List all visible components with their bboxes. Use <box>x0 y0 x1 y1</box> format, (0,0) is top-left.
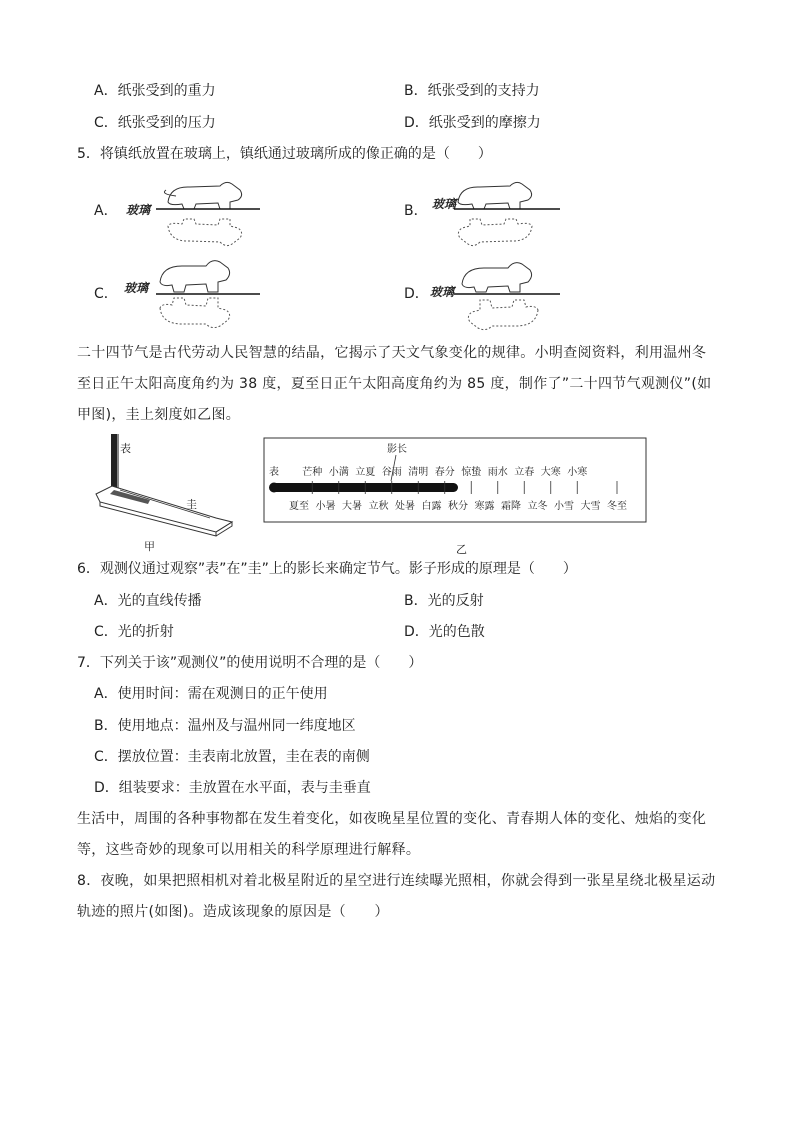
glass-label: 玻璃 <box>432 197 457 211</box>
bottom-term-label: 小暑 <box>315 501 336 512</box>
q6-option-c: C．光的折射 <box>94 624 174 640</box>
reflection-icon <box>468 300 538 330</box>
q4-option-b: B．纸张受到的支持力 <box>404 83 540 99</box>
intro-solar-terms: 二十四节气是古代劳动人民智慧的结晶，它揭示了天文气象变化的规律。小明查阅资料，利用温州冬至日正午太阳高度角约为 38 度，夏至日正午太阳高度角约为 85 度，制作了”二十四节气观测仪”(如甲图)，圭上刻度如乙图。 <box>77 345 712 423</box>
top-term-label: 小寒 <box>567 467 588 478</box>
paperweight-icon <box>160 261 230 292</box>
q7-option-d: D．组装要求：圭放置在水平面，表与圭垂直 <box>94 780 371 796</box>
reflection-icon <box>458 219 532 246</box>
top-term-label: 立夏 <box>355 467 376 478</box>
bottom-term-label: 立冬 <box>527 501 548 512</box>
bottom-term-label: 寒露 <box>474 501 495 512</box>
reflection-icon <box>168 219 242 246</box>
figure-jia-caption: 甲 <box>144 540 155 553</box>
q7-option-b: B．使用地点：温州及与温州同一纬度地区 <box>94 718 356 734</box>
reflection-icon <box>160 298 230 328</box>
q5-label-a: A． <box>94 203 118 219</box>
q5-label-d: D． <box>404 286 429 302</box>
top-term-label: 清明 <box>408 467 429 478</box>
glass-label: 玻璃 <box>126 203 151 217</box>
q8-stem: 8．夜晚，如果把照相机对着北极星附近的星空进行连续曝光照相，你就会得到一张星星绕北极星运动轨迹的照片(如图)。造成该现象的原因是（ ） <box>77 873 716 920</box>
paperweight-icon <box>462 263 532 292</box>
top-term-label: 芒种 <box>302 467 323 478</box>
top-term-label: 雨水 <box>487 467 508 478</box>
q5-label-c: C． <box>94 286 118 302</box>
paperweight-icon <box>164 182 241 209</box>
top-term-labels <box>302 465 587 478</box>
q5-figure-a <box>120 178 265 248</box>
top-term-label: 小满 <box>328 467 349 478</box>
biao-label: 表 <box>120 442 131 455</box>
shadow-length-label: 影长 <box>387 444 407 455</box>
bottom-term-label: 大雪 <box>580 501 601 512</box>
q4-option-a: A．纸张受到的重力 <box>94 83 216 99</box>
q5-stem: 5．将镇纸放置在玻璃上，镇纸通过玻璃所成的像正确的是（ ） <box>77 146 492 162</box>
q6-option-a: A．光的直线传播 <box>94 593 202 609</box>
shadow-bar <box>270 483 458 492</box>
bottom-term-label: 霜降 <box>501 501 521 512</box>
bottom-term-label: 大暑 <box>342 501 362 512</box>
q4-option-d: D．纸张受到的摩擦力 <box>404 115 541 131</box>
q6-option-b: B．光的反射 <box>404 593 484 609</box>
top-term-label: 谷雨 <box>381 467 402 478</box>
top-term-label: 大寒 <box>540 467 561 478</box>
figure-yi <box>263 437 649 557</box>
paperweight-icon <box>458 182 532 209</box>
q5-label-b: B． <box>404 203 428 219</box>
figure-jia <box>90 432 240 556</box>
q5-figure-c <box>120 256 265 328</box>
figure-yi-caption: 乙 <box>456 543 467 556</box>
q6-option-d: D．光的色散 <box>404 624 485 640</box>
q4-option-c: C．纸张受到的压力 <box>94 115 216 131</box>
bottom-term-label: 夏至 <box>289 501 309 512</box>
q7-stem: 7．下列关于该”观测仪”的使用说明不合理的是（ ） <box>77 655 423 671</box>
q5-figure-b <box>430 178 575 248</box>
top-term-label: 惊蛰 <box>461 467 482 478</box>
gui-label: 圭 <box>186 498 197 511</box>
bottom-term-label: 冬至 <box>607 501 627 512</box>
scale-start-label: 表 <box>269 467 279 478</box>
bottom-term-label: 白露 <box>421 501 442 512</box>
q7-option-c: C．摆放位置：圭表南北放置，圭在表的南侧 <box>94 749 370 765</box>
bottom-term-label: 立秋 <box>368 501 389 512</box>
q7-option-a: A．使用时间：需在观测日的正午使用 <box>94 686 328 702</box>
top-term-label: 春分 <box>434 467 455 478</box>
q6-stem: 6．观测仪通过观察”表”在”圭”上的影长来确定节气。影子形成的原理是（ ） <box>77 561 577 577</box>
bottom-term-label: 秋分 <box>448 501 468 512</box>
q5-figure-d <box>430 260 575 332</box>
glass-label: 玻璃 <box>124 281 149 295</box>
biao-pole <box>111 434 117 494</box>
bottom-term-label: 处暑 <box>395 501 415 512</box>
glass-label: 玻璃 <box>430 285 455 299</box>
bottom-term-label: 小雪 <box>554 501 574 512</box>
top-term-label: 立春 <box>514 467 535 478</box>
intro-changes: 生活中，周围的各种事物都在发生着变化，如夜晚星星位置的变化、青春期人体的变化、烛焰的变化等，这些奇妙的现象可以用相关的科学原理进行解释。 <box>77 811 707 858</box>
